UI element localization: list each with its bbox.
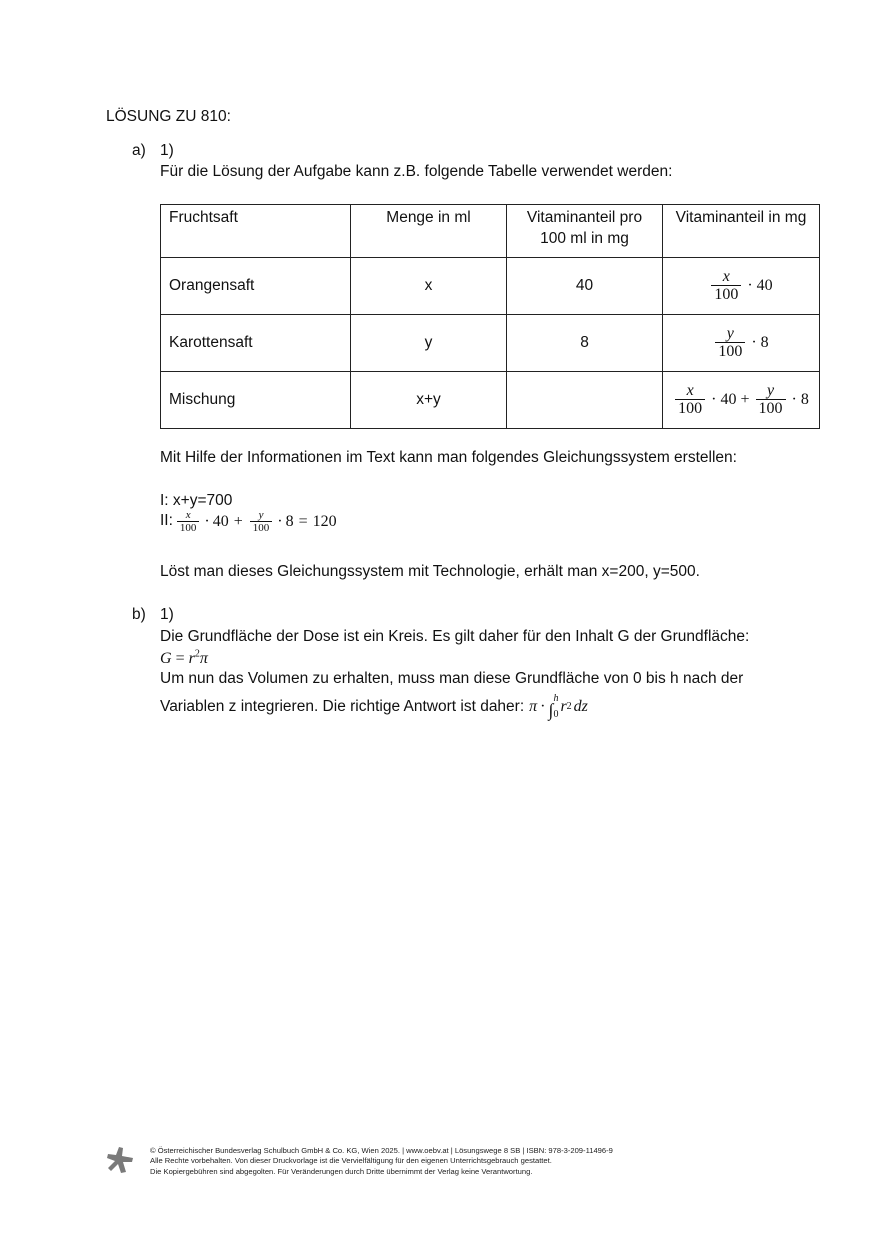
header-vitamin-per-100: Vitaminanteil pro 100 ml in mg — [507, 205, 663, 258]
table-row — [161, 258, 820, 315]
table-row — [161, 372, 820, 429]
part-b-line1: Die Grundfläche der Dose ist ein Kreis. Es gilt daher für den Inhalt G der Grundfläche: — [160, 628, 750, 645]
part-a-label: a) — [132, 142, 146, 159]
result-text: Löst man dieses Gleichungssystem mit Technologie, erhält man x=200, y=500. — [160, 563, 700, 580]
row-name: Orangensaft — [161, 258, 351, 315]
row-amount: y — [351, 315, 507, 372]
area-formula: $G = r^2\pi$ — [160, 648, 208, 667]
footer-line2: Alle Rechte vorbehalten. Von dieser Druckvorlage ist die Vervielfältigung für den eigenen Unterrichtsgebrauch gestattet. — [150, 1156, 552, 1166]
row-vitamin-formula: $\frac{y}{100}$ · 8 — [663, 315, 820, 372]
footer-line3: Die Kopiergebühren sind abgegolten. Für Veränderungen durch Dritte übernimmt der Verlag keine Verantwortung. — [150, 1166, 533, 1176]
row-vitamin — [507, 372, 663, 429]
header-fruit: Fruchtsaft — [161, 205, 351, 258]
table-intro: Für die Lösung der Aufgabe kann z.B. folgende Tabelle verwendet werden: — [160, 163, 673, 180]
row-amount: x — [351, 258, 507, 315]
row-vitamin: 40 — [507, 258, 663, 315]
row-name: Mischung — [161, 372, 351, 429]
row-name: Karottensaft — [161, 315, 351, 372]
vitamin-table — [160, 204, 820, 429]
volume-formula: π · ∫ h 0 r 2 dz — [529, 693, 588, 720]
publisher-logo — [104, 1145, 136, 1175]
system-intro: Mit Hilfe der Informationen im Text kann man folgendes Gleichungssystem erstellen: — [160, 449, 737, 466]
part-b-item: 1) — [160, 606, 174, 623]
part-a-item: 1) — [160, 142, 174, 159]
row-amount: x+y — [351, 372, 507, 429]
row-vitamin-formula: $\frac{x}{100}$ · 40 + $\frac{y}{100}$ · 8 — [663, 372, 820, 429]
table-row — [161, 315, 820, 372]
part-b-label: b) — [132, 606, 146, 623]
part-b-line3: Variablen z integrieren. Die richtige Antwort ist daher: — [160, 697, 525, 715]
equation-two-label: II: — [160, 512, 173, 530]
footer-line1: © Österreichischer Bundesverlag Schulbuch GmbH & Co. KG, Wien 2025. | www.oebv.at | Lösungswege 8 SB | ISBN: 978-3-209-11496-9 — [150, 1146, 613, 1155]
row-vitamin: 8 — [507, 315, 663, 372]
part-b-line2: Um nun das Volumen zu erhalten, muss man diese Grundfläche von 0 bis h nach der — [160, 670, 744, 687]
header-amount: Menge in ml — [351, 205, 507, 258]
row-vitamin-formula: $\frac{x}{100}$ · 40 — [663, 258, 820, 315]
table-header-row — [161, 205, 820, 258]
equation-one: I: x+y=700 — [160, 492, 233, 509]
footer-text — [150, 1146, 613, 1177]
header-vitamin-total: Vitaminanteil in mg — [663, 205, 820, 258]
solution-heading: LÖSUNG ZU 810: — [106, 108, 231, 125]
equation-two: II: $\frac{x}{100}$ · 40 + $\frac{y}{100}$ · 8 = 120 — [160, 509, 337, 535]
part-b-line3-row — [160, 694, 588, 720]
